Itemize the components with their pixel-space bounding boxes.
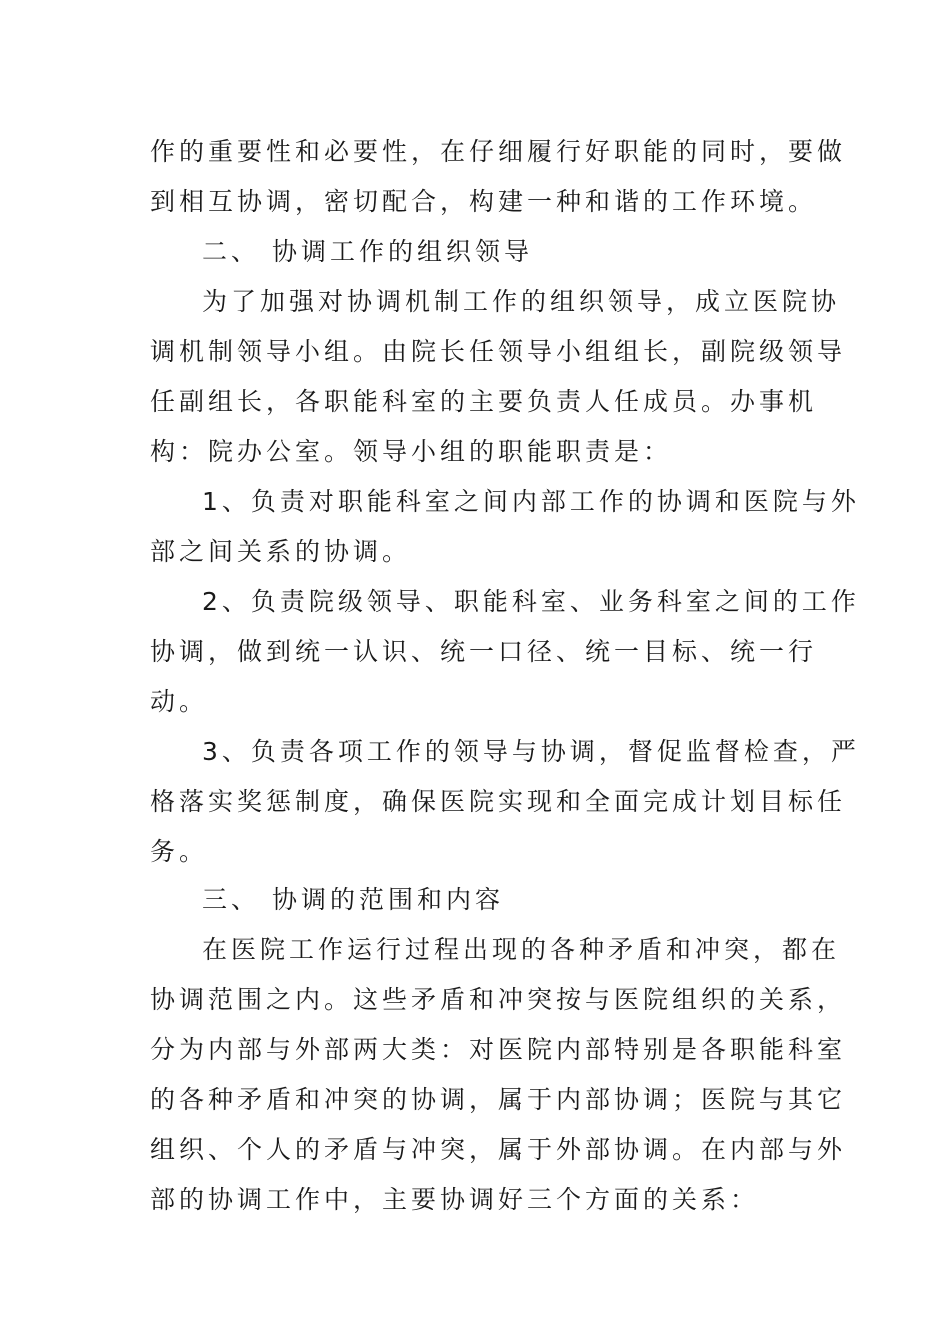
text-line: 格落实奖惩制度，确保医院实现和全面完成计划目标任 <box>150 787 847 816</box>
text-line: 构：院办公室。领导小组的职能职责是： <box>150 437 673 466</box>
text-line: 为了加强对协调机制工作的组织领导，成立医院协 <box>202 287 841 316</box>
text-line: 部之间关系的协调。 <box>150 537 412 566</box>
text-line: 任副组长，各职能科室的主要负责人任成员。办事机 <box>150 387 818 416</box>
text-line: 的各种矛盾和冲突的协调，属于内部协调；医院与其它 <box>150 1085 847 1114</box>
section-heading-2: 二、 协调工作的组织领导 <box>202 237 533 266</box>
list-item-1: 1、负责对职能科室之间内部工作的协调和医院与外 <box>202 487 860 516</box>
text-line: 在医院工作运行过程出现的各种矛盾和冲突，都在 <box>202 935 841 964</box>
text-line: 协调范围之内。这些矛盾和冲突按与医院组织的关系， <box>150 985 847 1014</box>
text-line: 作的重要性和必要性，在仔细履行好职能的同时，要做 <box>150 137 847 166</box>
text-line: 务。 <box>150 837 209 866</box>
text-line: 调机制领导小组。由院长任领导小组组长，副院级领导 <box>150 337 847 366</box>
list-item-2: 2、负责院级领导、职能科室、业务科室之间的工作 <box>202 587 860 616</box>
text-line: 组织、个人的矛盾与冲突，属于外部协调。在内部与外 <box>150 1135 847 1164</box>
text-line: 协调，做到统一认识、统一口径、统一目标、统一行 <box>150 637 818 666</box>
text-line: 部的协调工作中，主要协调好三个方面的关系： <box>150 1185 760 1214</box>
section-heading-3: 三、 协调的范围和内容 <box>202 885 504 914</box>
list-item-3: 3、负责各项工作的领导与协调，督促监督检查，严 <box>202 737 860 766</box>
text-line: 到相互协调，密切配合，构建一种和谐的工作环境。 <box>150 187 818 216</box>
text-line: 动。 <box>150 687 209 716</box>
text-line: 分为内部与外部两大类：对医院内部特别是各职能科室 <box>150 1035 847 1064</box>
